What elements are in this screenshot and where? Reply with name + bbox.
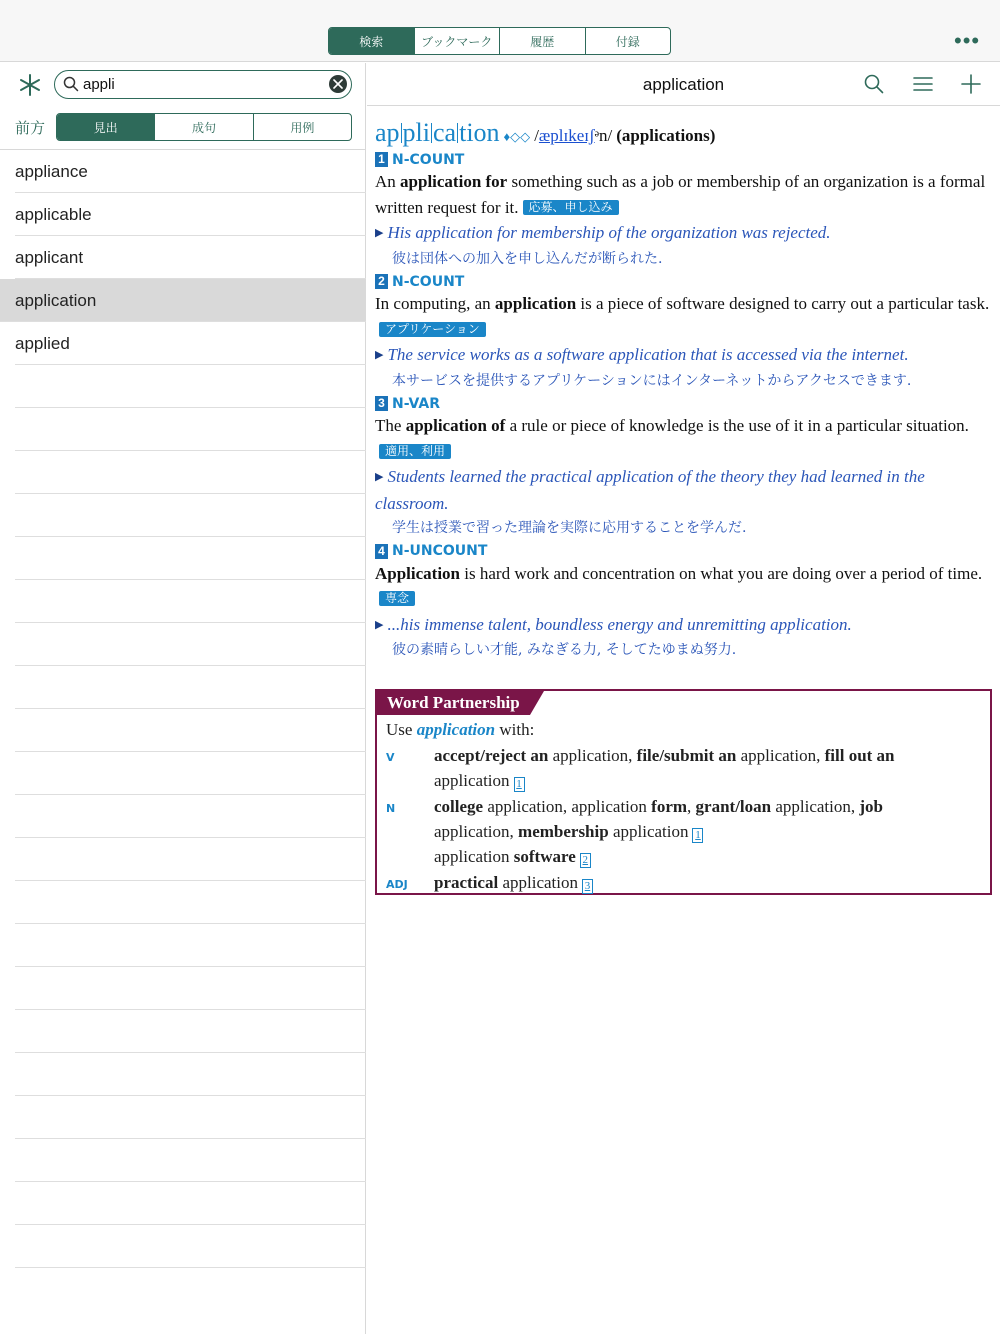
sense-header [375,150,990,169]
pron-rest: ᵊn/ [594,126,613,145]
tab-appendix[interactable]: 付録 [615,34,640,49]
definition [375,291,990,342]
intro-text: Use [386,720,417,739]
def-keyword: Application [375,563,461,583]
collocation-text: application [498,873,578,892]
example-sentence [375,220,990,247]
empty-row [15,1096,366,1139]
empty-row [15,580,366,623]
list-item[interactable] [15,322,366,365]
sense-number: 3 [375,396,388,411]
example-translation: 彼の素晴らしい才能, みなぎる力, そしてたゆまぬ努力. [392,642,737,658]
collocation-text: application, [736,746,825,765]
empty-row [15,1010,366,1053]
collocate: grant/loan [695,797,772,816]
def-text: In computing, an [375,294,495,313]
sense-number: 4 [375,544,388,559]
collocation-line [434,819,974,845]
empty-row [15,666,366,709]
search-in-entry-icon[interactable] [863,73,885,95]
empty-row [15,1182,366,1225]
headword [375,118,500,147]
list-item-label: application [15,291,97,310]
more-options-icon[interactable]: ••• [954,28,981,53]
collocate: software [513,847,576,866]
match-mode-toggle[interactable]: 前方 [15,119,46,137]
top-toolbar [0,0,1000,62]
example-translation: 本サービスを提供するアプリケーションにはインターネットからアクセスできます. [392,372,912,389]
syllable: tion [459,118,500,147]
sense-header [375,542,990,561]
sense-reference-link[interactable]: 1 [692,828,703,843]
collocation-text: application, [548,746,637,765]
def-text: something such as a job or membership of an organization is a formal written request for it. [375,172,986,217]
grammar-label: N-COUNT [392,273,465,290]
grammar-label: N-VAR [392,395,441,412]
sense-header [375,394,990,413]
example-translation: 彼は団体への加入を申し込んだが断られた. [392,250,663,267]
empty-row [15,1225,366,1268]
sense-number: 1 [375,152,388,167]
collocate: job [859,797,883,816]
pos-label: ADJ [386,878,408,891]
sense-reference-link[interactable]: 1 [514,777,525,792]
word-partnership-box [375,689,992,895]
empty-row [15,924,366,967]
menu-icon[interactable] [912,73,934,95]
example-text: His application for membership of the organization was rejected. [387,223,831,242]
search-pane [0,63,366,1334]
intro-text: with: [495,720,535,739]
intro-keyword: application [416,720,496,739]
word-partnership-title: Word Partnership [377,691,530,715]
example-sentence [375,342,990,369]
plural-form: (applications) [616,126,716,145]
collocation-text: application, [434,822,519,841]
japanese-gloss-badge: 応募、申し込み [523,200,619,215]
collocate: membership [518,822,609,841]
empty-row [15,1053,366,1096]
collocation-text: application, [771,797,860,816]
syllable: ca [433,118,457,147]
def-keyword: application for [400,172,508,191]
collocation-line [434,768,974,794]
search-field [54,70,352,99]
empty-row [15,408,366,451]
play-triangle-icon[interactable]: ▶ [375,349,384,361]
def-text: is hard work and concentration on what you are doing over a period of time. [460,563,983,583]
collocate: accept/reject an [434,746,549,765]
tab-history[interactable]: 履歴 [500,28,586,54]
empty-row [15,623,366,666]
definition [375,169,990,220]
collocate: practical [434,873,499,892]
frequency-diamonds: ♦◇◇ [503,129,531,144]
collocate: college [434,797,484,816]
collocate: form [651,797,688,816]
wildcard-asterisk-icon[interactable] [18,73,42,97]
empty-row [15,494,366,537]
grammar-label: N-COUNT [392,151,465,168]
japanese-gloss-badge: 専念 [379,591,415,606]
collocation-line [434,844,974,870]
def-text: is a piece of software designed to carry out a particular task. [576,294,990,313]
sense-header [375,272,990,291]
tab-search[interactable]: 検索 [329,28,415,54]
def-keyword: application of [405,416,506,435]
sense-number: 2 [375,274,388,289]
collocation-text: application [434,771,510,790]
clear-search-icon[interactable] [329,75,347,93]
list-item-label: applicable [15,205,92,224]
def-text: An [375,172,401,191]
example-text: ...his immense talent, boundless energy and unremitting application. [387,614,852,634]
empty-row [15,537,366,580]
search-input[interactable] [83,74,323,94]
collocation-text: application [434,847,514,866]
example-translation: 学生は授業で習った理論を実際に応用することを学んだ. [392,520,747,536]
sense-reference-link[interactable]: 2 [580,853,591,868]
filter-examples[interactable]: 用例 [290,120,315,135]
collocation-text: application, application [483,797,652,816]
search-filter-control [56,113,352,141]
syllable: pli [402,118,430,147]
def-text: The [375,416,406,435]
list-item-label: applied [15,334,70,353]
results-list [0,149,366,1268]
syllable: ap [375,118,400,147]
list-item[interactable] [15,236,366,279]
filter-headwords[interactable]: 見出 [57,114,155,140]
pos-label: V [386,751,395,764]
main-tab-control [328,27,671,55]
example-sentence [375,612,990,639]
pron-slash: / [534,126,539,145]
collocation-line [434,743,974,769]
empty-row [15,881,366,924]
partnership-intro [386,720,534,740]
def-keyword: application [494,294,577,313]
collocation-line [434,794,974,820]
add-bookmark-icon[interactable] [960,73,982,95]
example-sentence [375,464,990,516]
def-text: a rule or piece of knowledge is the use of it in a particular situation. [505,416,969,435]
play-triangle-icon[interactable]: ▶ [375,227,384,239]
collocate: file/submit an [636,746,737,765]
play-triangle-icon[interactable]: ▶ [375,618,384,631]
list-item-label: applicant [15,248,84,267]
search-icon [63,76,79,92]
collocation-text: application [608,822,689,841]
empty-row [15,795,366,838]
example-text: Students learned the practical application of the theory they had learned in the classroom. [375,467,925,513]
collocate: fill out an [824,746,895,765]
collocation-text: , [687,797,696,816]
example-text: The service works as a software application that is accessed via the internet. [387,345,909,364]
list-item[interactable] [15,193,366,236]
headword-line [375,118,990,150]
list-item-selected[interactable] [0,279,366,322]
filter-phrases[interactable]: 成句 [155,114,253,140]
collocation-line [434,870,974,896]
list-item-label: appliance [15,162,88,181]
empty-row [15,451,366,494]
definition [375,413,990,464]
japanese-gloss-badge: アプリケーション [379,322,486,337]
empty-row [15,365,366,408]
empty-row [15,967,366,1010]
sense-reference-link[interactable]: 3 [582,879,593,894]
pronunciation [534,126,612,145]
empty-row [15,709,366,752]
empty-row [15,1139,366,1182]
empty-row [15,752,366,795]
definition [375,561,990,612]
japanese-gloss-badge: 適用、利用 [379,444,451,459]
grammar-label: N-UNCOUNT [392,543,488,559]
play-triangle-icon[interactable]: ▶ [375,471,384,483]
entry-header [367,63,1000,106]
list-item[interactable] [15,150,366,193]
empty-row [15,838,366,881]
pos-label: N [386,802,396,815]
dictionary-entry [375,118,990,664]
tab-bookmarks[interactable]: ブックマーク [415,28,501,54]
pronunciation-audio-link[interactable]: æplɪkeɪʃ [538,126,595,145]
page-title: application [642,75,725,94]
